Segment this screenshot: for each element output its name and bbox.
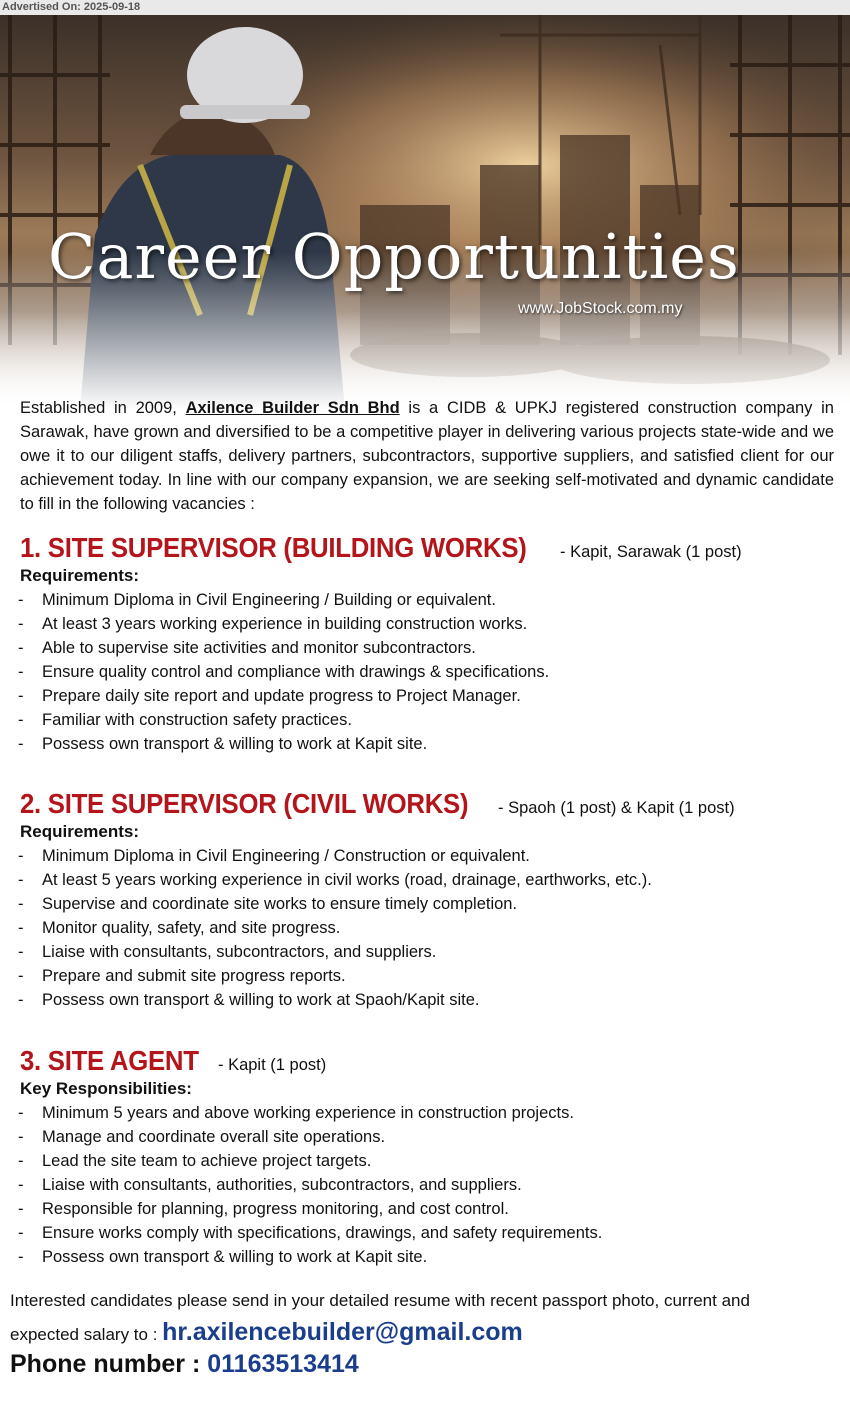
list-item-text: Able to supervise site activities and monitor subcontractors. — [42, 639, 476, 657]
list-marker: - — [18, 1176, 24, 1194]
advertised-on-bar: Advertised On: 2025-09-18 — [0, 0, 850, 15]
list-marker: - — [18, 1248, 24, 1266]
company-name: Axilence Builder Sdn Bhd — [185, 399, 400, 417]
list-item-text: Liaise with consultants, subcontractors, and suppliers. — [42, 943, 437, 961]
list-item-text: Responsible for planning, progress monitoring, and cost control. — [42, 1200, 509, 1218]
requirements-label: Requirements: — [20, 566, 140, 585]
banner-url: www.JobStock.com.my — [518, 300, 683, 317]
job-title: 1. SITE SUPERVISOR (BUILDING WORKS) — [20, 532, 527, 563]
list-item-text: At least 5 years working experience in civil works (road, drainage, earthworks, etc.). — [42, 871, 652, 889]
list-item — [20, 1173, 840, 1197]
list-marker: - — [18, 711, 24, 729]
job-location: - Kapit (1 post) — [218, 1056, 327, 1074]
job-title: 2. SITE SUPERVISOR (CIVIL WORKS) — [20, 788, 469, 819]
list-item-text: Supervise and coordinate site works to ensure timely completion. — [42, 895, 518, 913]
banner-title: Career Opportunities — [48, 220, 740, 293]
list-marker: - — [18, 1104, 24, 1122]
list-item-text: Minimum Diploma in Civil Engineering / Construction or equivalent. — [42, 847, 530, 865]
list-item-text: Possess own transport & willing to work at Kapit site. — [42, 735, 428, 753]
list-marker: - — [18, 1128, 24, 1146]
list-item — [20, 1221, 840, 1245]
job-site-agent — [20, 1045, 840, 1269]
list-item-text: Possess own transport & willing to work at Kapit site. — [42, 1248, 428, 1266]
list-item-text: Manage and coordinate overall site operations. — [42, 1128, 386, 1146]
list-item — [20, 1101, 840, 1125]
list-item — [20, 1149, 840, 1173]
requirements-label: Requirements: — [20, 822, 140, 841]
list-marker: - — [18, 943, 24, 961]
list-item — [20, 892, 840, 916]
list-item — [20, 588, 840, 612]
list-item-text: Familiar with construction safety practices. — [42, 711, 352, 729]
list-marker: - — [18, 735, 24, 753]
requirements-list — [20, 588, 840, 756]
list-item — [20, 636, 840, 660]
list-marker: - — [18, 1152, 24, 1170]
list-item — [20, 988, 840, 1012]
company-intro — [20, 396, 834, 516]
list-marker: - — [18, 687, 24, 705]
job-location: - Spaoh (1 post) & Kapit (1 post) — [498, 799, 735, 817]
list-marker: - — [18, 871, 24, 889]
job-header — [20, 532, 840, 564]
job-header — [20, 1045, 840, 1077]
list-item — [20, 1197, 840, 1221]
list-item — [20, 612, 840, 636]
construction-site-illustration — [0, 15, 850, 410]
job-header — [20, 788, 840, 820]
list-marker: - — [18, 895, 24, 913]
list-item-text: Lead the site team to achieve project targets. — [42, 1152, 372, 1170]
list-item — [20, 684, 840, 708]
list-item-text: Minimum Diploma in Civil Engineering / Building or equivalent. — [42, 591, 496, 609]
responsibilities-list — [20, 1101, 840, 1269]
list-marker: - — [18, 615, 24, 633]
list-item — [20, 964, 840, 988]
list-item — [20, 868, 840, 892]
application-instructions: Interested candidates please send in your detailed resume with recent passport photo, current and — [10, 1291, 750, 1310]
list-marker: - — [18, 991, 24, 1009]
list-item — [20, 1245, 840, 1269]
list-item — [20, 732, 840, 756]
send-prefix: expected salary to : — [10, 1325, 163, 1344]
requirements-list — [20, 844, 840, 1012]
responsibilities-label: Key Responsibilities: — [20, 1079, 192, 1098]
job-site-supervisor-building — [20, 532, 840, 756]
job-site-supervisor-civil — [20, 788, 840, 1012]
list-item-text: At least 3 years working experience in building construction works. — [42, 615, 528, 633]
list-item — [20, 708, 840, 732]
list-item-text: Prepare and submit site progress reports. — [42, 967, 346, 985]
list-item — [20, 916, 840, 940]
list-item-text: Possess own transport & willing to work at Spaoh/Kapit site. — [42, 991, 480, 1009]
list-item — [20, 660, 840, 684]
contact-phone[interactable]: 01163513414 — [207, 1350, 359, 1378]
job-location: - Kapit, Sarawak (1 post) — [560, 543, 742, 561]
list-marker: - — [18, 967, 24, 985]
list-item-text: Ensure works comply with specifications, drawings, and safety requirements. — [42, 1224, 603, 1242]
list-marker: - — [18, 591, 24, 609]
phone-label: Phone number : — [10, 1350, 208, 1378]
list-marker: - — [18, 847, 24, 865]
list-marker: - — [18, 919, 24, 937]
list-item-text: Prepare daily site report and update progress to Project Manager. — [42, 687, 521, 705]
email-line — [10, 1318, 523, 1347]
list-item-text: Monitor quality, safety, and site progress. — [42, 919, 341, 937]
career-banner — [0, 15, 850, 410]
job-title: 3. SITE AGENT — [20, 1045, 199, 1076]
list-item-text: Liaise with consultants, authorities, subcontractors, and suppliers. — [42, 1176, 522, 1194]
contact-email[interactable]: hr.axilencebuilder@gmail.com — [162, 1318, 523, 1346]
list-marker: - — [18, 663, 24, 681]
list-marker: - — [18, 1224, 24, 1242]
intro-text-before: Established in 2009, — [20, 399, 186, 417]
list-item — [20, 1125, 840, 1149]
list-item-text: Minimum 5 years and above working experience in construction projects. — [42, 1104, 574, 1122]
list-item — [20, 940, 840, 964]
list-marker: - — [18, 1200, 24, 1218]
phone-line — [10, 1350, 359, 1379]
list-marker: - — [18, 639, 24, 657]
list-item-text: Ensure quality control and compliance with drawings & specifications. — [42, 663, 550, 681]
list-item — [20, 844, 840, 868]
intro-text-after: is a CIDB & UPKJ registered construction company in Sarawak, have grown and diversified to be a competitive player in delivering various projects state-wide and we owe it to our diligent staffs, delivery partners, subcontractors, supportive suppliers, and satisfied client for our achievement today. In line with our company expansion, we are seeking self-motivated and dynamic candidate to fill in the following vacancies : — [20, 399, 834, 513]
